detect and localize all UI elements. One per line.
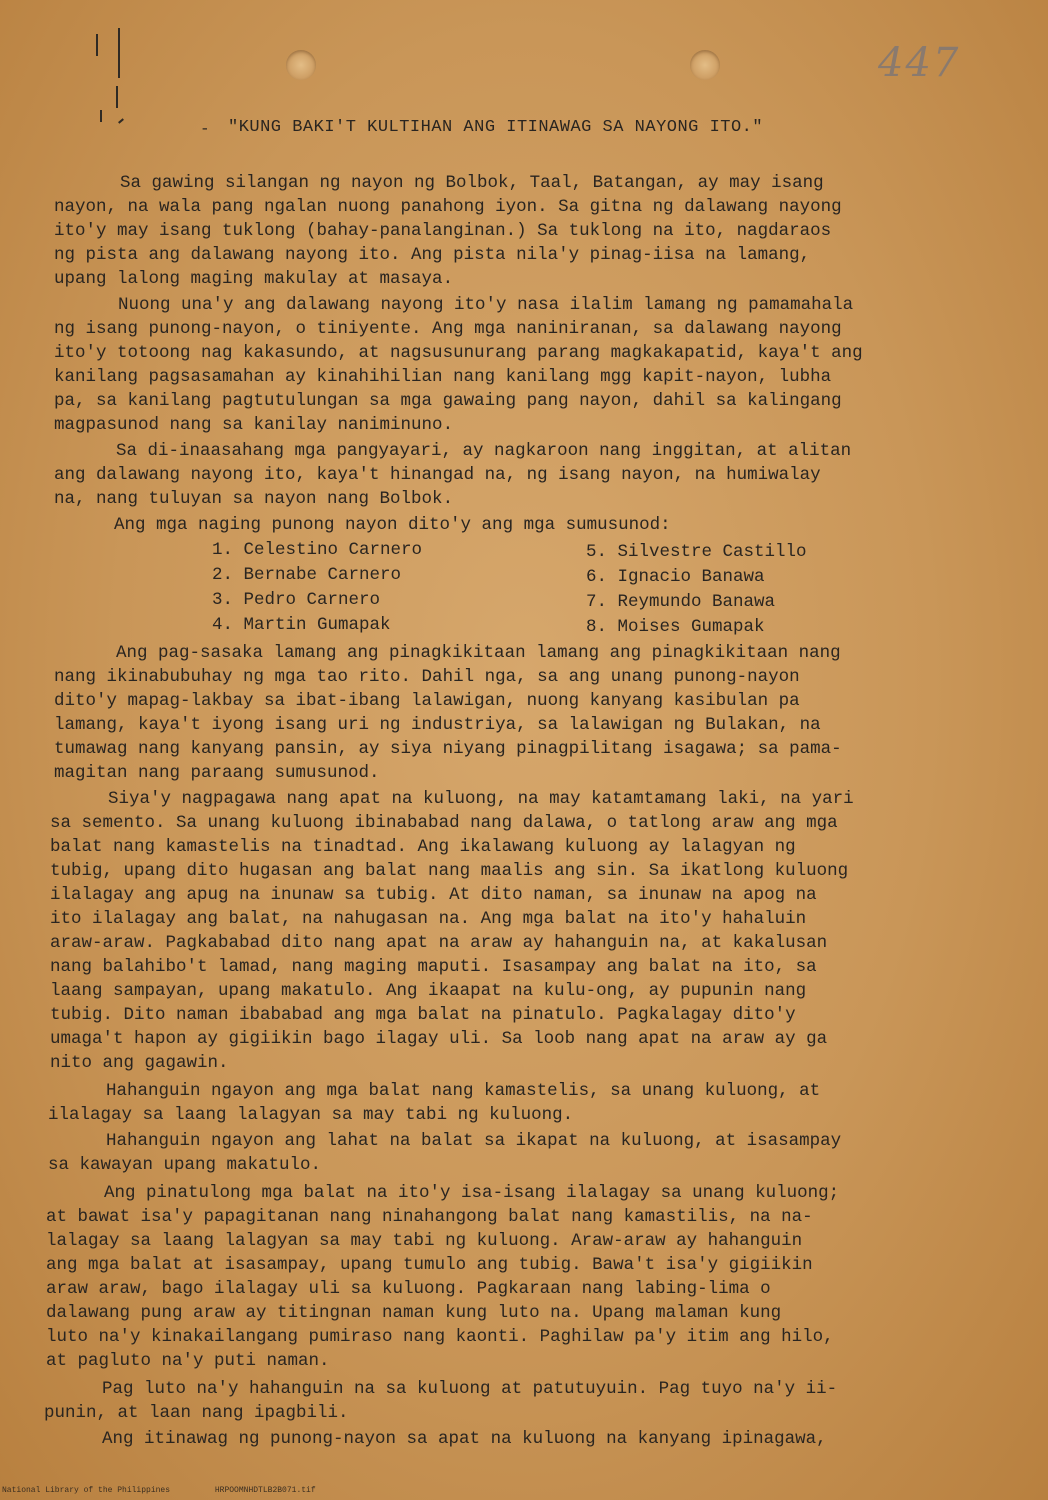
text-line: Sa gawing silangan ng nayon ng Bolbok, Taal, Batangan, ay may isang (120, 173, 824, 193)
text-line: balat nang kamastelis na tinadtad. Ang ikalawang kuluong ay lalagyan ng (50, 837, 796, 857)
text-line: araw araw, bago ilalagay uli sa kuluong. Pagkaraan nang labing-lima o (46, 1279, 771, 1299)
list-intro: Ang mga naging punong nayon dito'y ang mga sumusunod: (114, 515, 671, 535)
list-item: 5. Silvestre Castillo (586, 542, 807, 562)
page-number: 447 (878, 40, 961, 86)
text-line: Hahanguin ngayon ang lahat na balat sa ikapat na kuluong, at isasampay (106, 1131, 842, 1151)
text-line: lamang, kaya't iyong isang uri ng industriya, sa lalawigan ng Bulakan, na (54, 715, 821, 735)
text-line: Nuong una'y ang dalawang nayong ito'y nasa ilalim lamang ng pamamahala (118, 295, 854, 315)
text-line: sa semento. Sa unang kuluong ibinababad nang dalawa, o tatlong araw ang mga (50, 813, 838, 833)
text-line: nang ikinabubuhay ng mga tao rito. Dahil nga, sa ang unang punong-nayon (54, 667, 800, 687)
text-line: tumawag nang kanyang pansin, ay siya niyang pinagpilitang isagawa; sa pama- (54, 739, 842, 759)
leaders-left-column (212, 538, 422, 638)
text-line: ilalagay ang apug na inunaw sa tubig. At dito naman, sa inunaw na apog na (50, 885, 817, 905)
list-item: 2. Bernabe Carnero (212, 565, 402, 585)
punch-hole-right (690, 50, 720, 80)
text-line: punin, at laan nang ipagbili. (44, 1403, 349, 1423)
text-line: umaga't hapon ay gigiikin bago ilagay uli. Sa loob nang apat na araw ay ga (50, 1029, 828, 1049)
list-item: 1. Celestino Carnero (212, 540, 423, 560)
list-item: 7. Reymundo Banawa (586, 592, 776, 612)
text-line: Ang itinawag ng punong-nayon sa apat na kuluong na kanyang ipinagawa, (102, 1429, 827, 1449)
footer-filename: HRPOOMNHDTLB2B071.tif (214, 1486, 316, 1495)
footer-source: National Library of the Philippines (2, 1486, 171, 1495)
text-line: Siya'y nagpagawa nang apat na kuluong, na may katamtamang laki, na yari (108, 789, 854, 809)
text-line: kanilang pagsasamahan ay kinahihilian nang kanilang mgg kapit-nayon, lubha (54, 367, 832, 387)
text-line: ito ilalagay ang balat, na nahugasan na. Ang mga balat na ito'y hahaluin (50, 909, 807, 929)
text-line: Sa di-inaasahang mga pangyayari, ay nagkaroon nang inggitan, at alitan (116, 441, 852, 461)
text-line: laang sampayan, upang makatulo. Ang ikaapat na kulu-ong, ay pupunin nang (50, 981, 807, 1001)
list-item: 3. Pedro Carnero (212, 590, 381, 610)
text-line: ang mga balat at isasampay, upang tumulo ang tubig. Bawa't isa'y gigiikin (46, 1255, 813, 1275)
text-line: ilalagay sa laang lalagyan sa may tabi ng kuluong. (48, 1105, 574, 1125)
document-title: "KUNG BAKI'T KULTIHAN ANG ITINAWAG SA NAYONG ITO." (228, 118, 764, 137)
text-line: ng isang punong-nayon, o tiniyente. Ang mga naniniranan, sa dalawang nayong (54, 319, 842, 339)
leaders-right-column (586, 540, 807, 640)
text-line: magpasunod nang sa kanilay naniminuno. (54, 415, 454, 435)
text-line: at bawat isa'y papagitanan nang ninahangong balat nang kamastilis, na na- (46, 1207, 813, 1227)
list-item: 6. Ignacio Banawa (586, 567, 765, 587)
text-line: upang lalong maging makulay at masaya. (54, 269, 454, 289)
text-line: pa, sa kanilang pagtutulungan sa mga gawaing pang nayon, dahil sa kalingang (54, 391, 842, 411)
punch-hole-left (286, 50, 316, 80)
text-line: Hahanguin ngayon ang mga balat nang kamastelis, sa unang kuluong, at (106, 1081, 821, 1101)
title-dash: - (200, 120, 210, 138)
text-line: ito'y totoong nag kakasundo, at nagsusunurang parang magkakapatid, kaya't ang (54, 343, 863, 363)
text-line: ng pista ang dalawang nayong ito. Ang pista nila'y pinag-iisa na lamang, (54, 245, 811, 265)
text-line: nayon, na wala pang ngalan nuong panahong iyon. Sa gitna ng dalawang nayong (54, 197, 842, 217)
text-line: Ang pag-sasaka lamang ang pinagkikitaan lamang ang pinagkikitaan nang (116, 643, 841, 663)
text-line: tubig. Dito naman ibababad ang mga balat na pinatulo. Pagkalagay dito'y (50, 1005, 796, 1025)
scan-footer (2, 1486, 356, 1495)
list-item: 8. Moises Gumapak (586, 617, 765, 637)
text-line: Ang pinatulong mga balat na ito'y isa-isang ilalagay sa unang kuluong; (104, 1183, 840, 1203)
text-line: at pagluto na'y puti naman. (46, 1351, 330, 1371)
text-line: nito ang gagawin. (50, 1053, 229, 1073)
text-line: tubig, upang dito hugasan ang balat nang maalis ang sin. Sa ikatlong kuluong (50, 861, 849, 881)
text-line: nang balahibo't lamad, nang maging maputi. Isasampay ang balat na ito, sa (50, 957, 817, 977)
text-line: na, nang tuluyan sa nayon nang Bolbok. (54, 489, 454, 509)
list-item: 4. Martin Gumapak (212, 615, 391, 635)
text-line: dito'y mapag-lakbay sa ibat-ibang lalawigan, nuong kanyang kasibulan pa (54, 691, 800, 711)
text-line: magitan nang paraang sumusunod. (54, 763, 380, 783)
text-line: Pag luto na'y hahanguin na sa kuluong at patutuyuin. Pag tuyo na'y ii- (102, 1379, 838, 1399)
text-line: ang dalawang nayong ito, kaya't hinangad na, ng isang nayon, na humiwalay (54, 465, 821, 485)
text-line: sa kawayan upang makatulo. (48, 1155, 322, 1175)
margin-pen-marks (88, 28, 138, 138)
text-line: luto na'y kinakailangang pumiraso nang kaonti. Paghilaw pa'y itim ang hilo, (46, 1327, 834, 1347)
text-line: lalagay sa laang lalagyan sa may tabi ng kuluong. Araw-araw ay hahanguin (46, 1231, 803, 1251)
text-line: araw-araw. Pagkababad dito nang apat na araw ay hahanguin na, at kakalusan (50, 933, 828, 953)
text-line: ito'y may isang tuklong (bahay-panalanginan.) Sa tuklong na ito, nagdaraos (54, 221, 832, 241)
text-line: dalawang pung araw ay titingnan naman kung luto na. Upang malaman kung (46, 1303, 782, 1323)
